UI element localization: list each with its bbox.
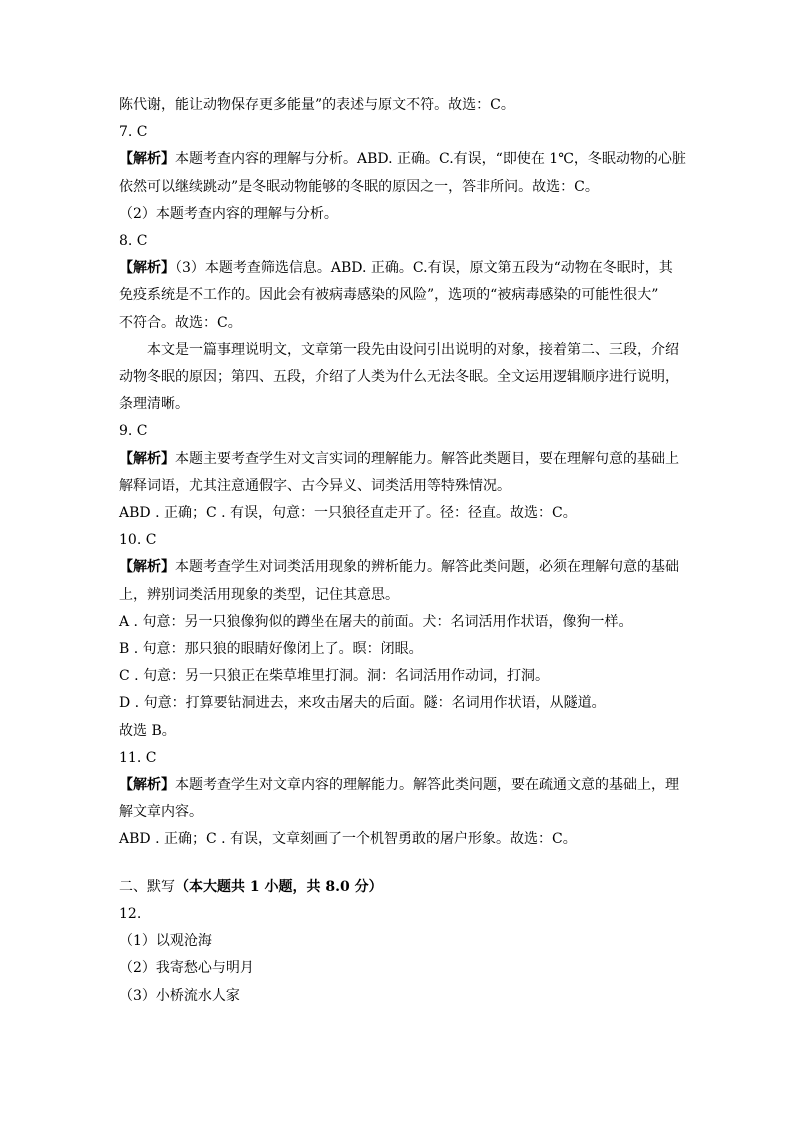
text-line (119, 446, 679, 473)
text-line (119, 663, 675, 690)
line-text: 9. C (119, 423, 148, 440)
text-line (119, 928, 675, 955)
text-line (119, 983, 675, 1010)
line-text: C . 句意：另一只狼正在柴草堆里打洞。洞：名词活用作动词，打洞。 (119, 668, 550, 685)
text-line (119, 554, 679, 581)
text-line (119, 527, 675, 554)
line-text: 本题考查内容的理解与分析。ABD. 正确。C.有误，“即使在 1℃，冬眠动物的心脏 (175, 151, 686, 168)
line-text: 动物冬眠的原因；第四、五段，介绍了人类为什么无法冬眠。全文运用逻辑顺序进行说明， (119, 369, 679, 386)
line-text: 故选 B。 (119, 722, 176, 739)
text-line (119, 364, 679, 391)
spacer (119, 854, 675, 874)
text-line (119, 146, 686, 173)
text-line (119, 337, 679, 364)
line-text: 12. (119, 905, 142, 922)
text-line (119, 636, 675, 663)
text-line (119, 901, 675, 928)
line-text: 依然可以继续跳动”是冬眠动物能够的冬眠的原因之一，答非所问。故选：C。 (119, 178, 599, 195)
line-text: （2）我寄愁心与明月 (119, 960, 254, 977)
line-text: （3）本题考查筛选信息。ABD. 正确。C.有误，原文第五段为“动物在冬眠时，其 (175, 260, 673, 277)
line-text: ABD . 正确；C . 有误，句意：一只狼径直走开了。径：径直。故选：C。 (119, 505, 577, 522)
answer-explanations (119, 92, 686, 854)
line-text: （1）以观沧海 (119, 933, 212, 950)
text-line (119, 690, 675, 717)
line-text: 本题考查学生对词类活用现象的辨析能力。解答此类问题，必须在理解句意的基础 (175, 559, 679, 576)
text-line (119, 391, 675, 418)
line-text: （3）小桥流水人家 (119, 987, 240, 1004)
analysis-tag: 【解析】 (119, 777, 175, 794)
text-line (119, 826, 675, 853)
line-text: ABD . 正确；C . 有误，文章刻画了一个机智勇敢的屠户形象。故选：C。 (119, 831, 577, 848)
text-line (119, 201, 675, 228)
text-line (119, 282, 675, 309)
text-line (119, 92, 675, 119)
text-line (119, 955, 675, 982)
line-text: 解释词语，尤其注意通假字、古今异义、词类活用等特殊情况。 (119, 477, 511, 494)
section-note: （本大题共 1 小题，共 8.0 分） (175, 878, 383, 895)
line-text: D . 句意：打算要钻洞进去，来攻击屠夫的后面。隧：名词用作状语，从隧道。 (119, 695, 606, 712)
line-text: 不符合。故选：C。 (119, 314, 242, 331)
line-text: 解文章内容。 (119, 804, 203, 821)
text-line (119, 119, 675, 146)
line-text: 本题主要考查学生对文言实词的理解能力。解答此类题目，要在理解句意的基础上 (175, 450, 679, 467)
text-line (119, 609, 675, 636)
section-heading (119, 874, 675, 901)
text-line (119, 772, 679, 799)
line-text: 本文是一篇事理说明文，文章第一段先由设问引出说明的对象，接着第二、三段，介绍 (147, 341, 679, 358)
text-line (119, 718, 675, 745)
section-title: 二、默写 (119, 878, 175, 895)
line-text: 上，辨别词类活用现象的类型，记住其意思。 (119, 586, 399, 603)
analysis-tag: 【解析】 (119, 151, 175, 168)
line-text: 10. C (119, 532, 157, 549)
line-text: 条理清晰。 (119, 396, 189, 413)
text-line (119, 473, 675, 500)
line-text: B . 句意：那只狼的眼睛好像闭上了。暝：闭眼。 (119, 641, 423, 658)
document-page (119, 92, 686, 1010)
text-line (119, 228, 675, 255)
text-line (119, 174, 675, 201)
text-line (119, 500, 675, 527)
dictation-answers (119, 901, 675, 1010)
text-line (119, 799, 675, 826)
line-text: A . 句意：另一只狼像狗似的蹲坐在屠夫的前面。犬：名词活用作状语，像狗一样。 (119, 613, 633, 630)
text-line (119, 418, 675, 445)
analysis-tag: 【解析】 (119, 260, 175, 277)
text-line (119, 310, 675, 337)
line-text: 11. C (119, 749, 157, 766)
line-text: 8. C (119, 233, 148, 250)
line-text: 陈代谢，能让动物保存更多能量”的表述与原文不符。故选：C。 (119, 97, 515, 113)
text-line (119, 582, 675, 609)
line-text: 本题考查学生对文章内容的理解能力。解答此类问题，要在疏通文意的基础上，理 (175, 777, 679, 794)
line-text: 免疫系统是不工作的。因此会有被病毒感染的风险”，选项的“被病毒感染的可能性很大” (119, 287, 659, 304)
line-text: （2）本题考查内容的理解与分析。 (119, 205, 338, 222)
analysis-tag: 【解析】 (119, 559, 175, 576)
text-line (119, 745, 675, 772)
analysis-tag: 【解析】 (119, 450, 175, 467)
text-line (119, 255, 675, 282)
line-text: 7. C (119, 124, 148, 141)
